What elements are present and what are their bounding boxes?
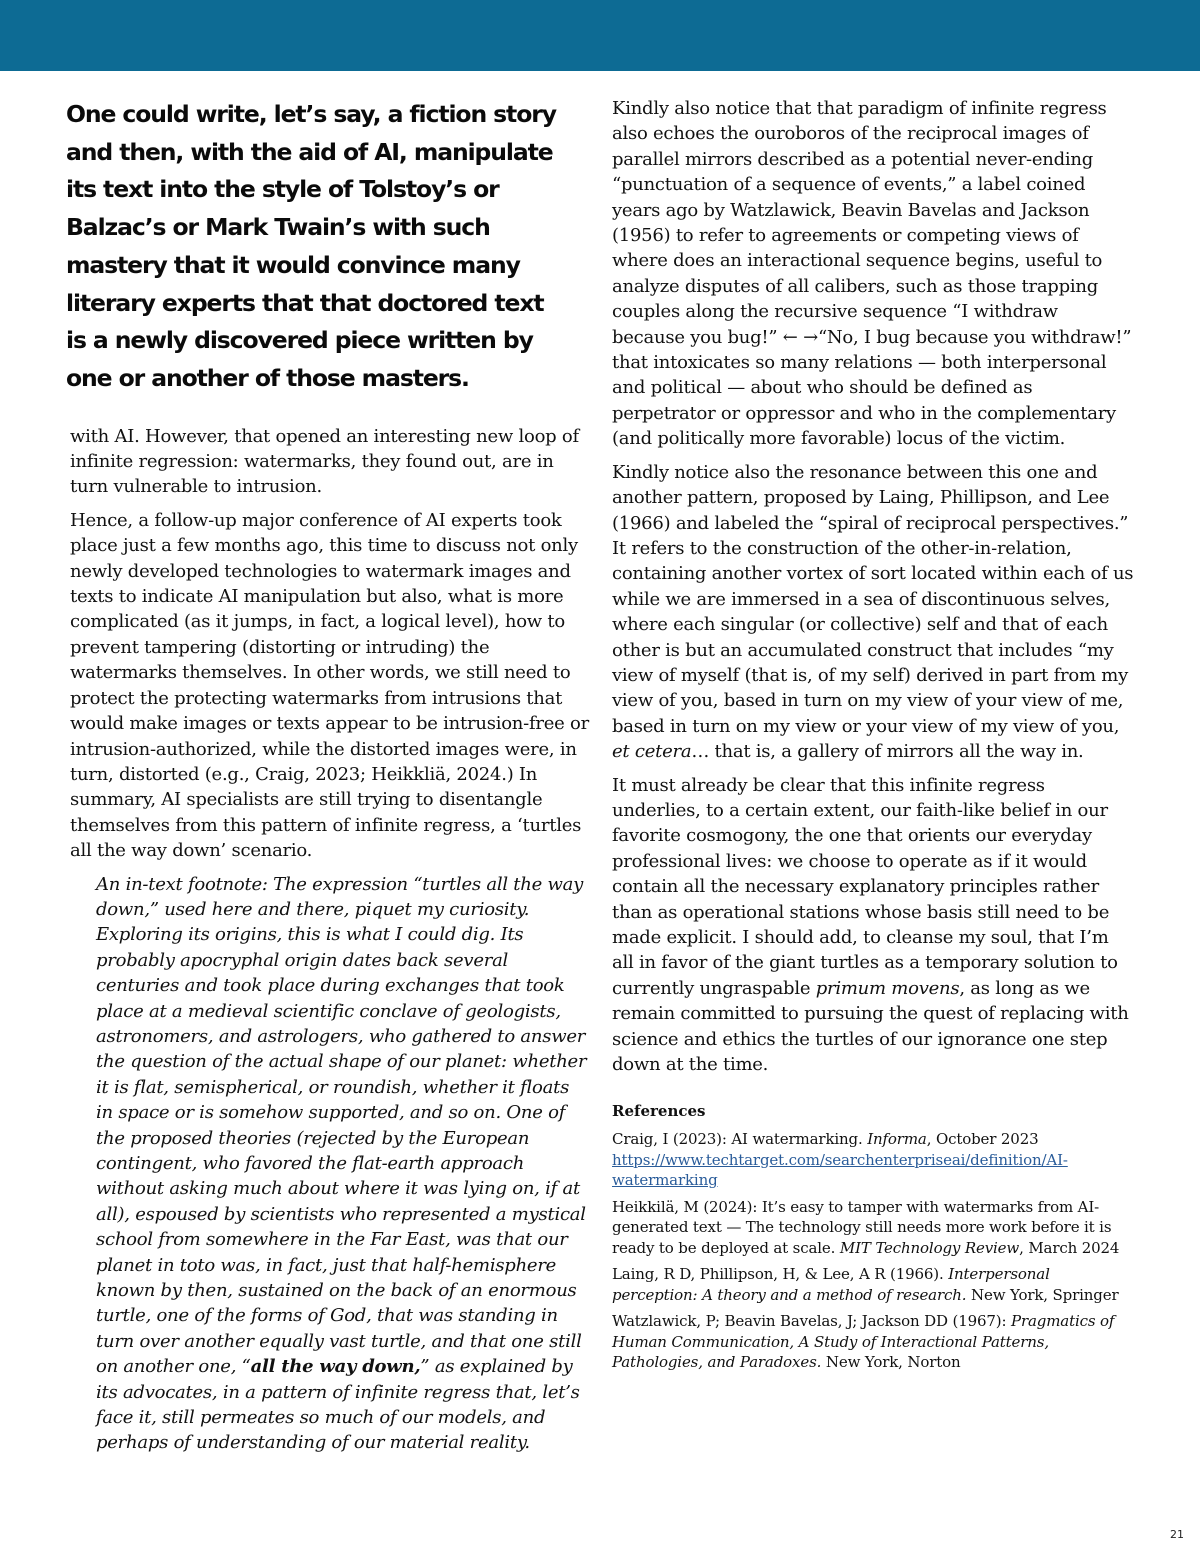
ref-laing-publisher: New York, Springer — [966, 1285, 1119, 1304]
right-paragraph-2-end: … that is, a gallery of mirrors all the way in. — [691, 741, 1084, 763]
in-text-footnote — [96, 872, 590, 1456]
ref-heikkila-source: MIT Technology Review — [839, 1238, 1020, 1257]
references-heading: References — [612, 1102, 706, 1121]
ref-watzlawick-publisher: New York, Norton — [821, 1353, 961, 1372]
ref-watzlawick-text: Watzlawick, P; Beavin Bavelas, J; Jackson DD (1967): — [612, 1312, 1012, 1331]
ref-laing-title: Interpersonal perception: A theory and a method of research. — [612, 1265, 1050, 1304]
reference-watzlawick — [612, 1311, 1134, 1373]
right-paragraph-2-text: Kindly notice also the resonance between this one and another pattern, proposed by Laing, Phillipson, and Lee (1966) and labeled the “spiral of reciprocal perspectives.” It refers to the construction of the other-in-relation, containing another vortex of sort located within each of us while we are immersed in a sea of discontinuous selves, where each singular (or collective) self and that of each other is but an accumulated construct that includes “my view of myself (that is, of my self) derived in part from my view of you, based in turn on my view of your view of me, based in turn on my view or your view of my view of you, — [612, 461, 1134, 737]
right-column — [612, 96, 1134, 1379]
reference-craig — [612, 1129, 1134, 1191]
pull-quote: One could write, let’s say, a fiction story and then, with the aid of AI, manipulate its text into the style of Tolstoy’s or Balzac’s or Mark Twain’s with such mastery that it would convince many literary experts that that doctored text is a newly discovered piece written by one or another of those masters. — [66, 100, 556, 392]
reference-laing — [612, 1264, 1134, 1305]
ref-craig-source: Informa — [867, 1130, 927, 1149]
ref-heikkila-text: Heikkilä, M (2024): It’s easy to tamper with watermarks from AI-generated text — The technology still needs more work before it is ready to be deployed at scale. — [612, 1197, 1112, 1257]
footnote-text-start: An in-text footnote: The expression “turtles all the way down,” used here and there, piquet my curiosity. Exploring its origins, this is what I could dig. Its probably apocryphal origin dates back several centuries and took place during exchanges that took place at a medieval scientific conclave of geologists, astronomers, and astrologers, who gathered to answer the question of the actual shape of our planet: whether it is flat, semispherical, or roundish, whether it floats in space or is somehow supported, and so on. One of the proposed theories (rejected by the European contingent, who favored the flat-earth approach without asking much about where it was lying on, if at all), espoused by scientists who represented a mystical school from somewhere in the Far East, was that our planet in toto was, in fact, just that half-hemisphere known by then, sustained on the back of an enormous turtle, one of the forms of God, that was standing in turn over another equally vast turtle, and that one still on another one, “ — [96, 873, 587, 1378]
right-paragraph-2 — [612, 460, 1134, 765]
footnote-text-end: ” as explained by its advocates, in a pattern of infinite regress that, let’s face it, still permeates so much of our models, and perhaps of understanding of our material reality. — [96, 1356, 580, 1454]
primum-movens-italic: primum movens — [815, 977, 960, 999]
header-color-bar — [0, 0, 1200, 71]
ref-laing-text: Laing, R D, Phillipson, H, & Lee, A R (1966). — [612, 1265, 949, 1284]
right-paragraph-3-text: It must already be clear that this infinite regress underlies, to a certain extent, our faith-like belief in our favorite cosmogony, the one that orients our everyday professional lives: we choose to operate as if it would contain all the necessary explanatory principles rather than as operational stations whose basis still need to be made explicit. I should add, to cleanse my soul, that I’m all in favor of the giant turtles as a temporary solution to currently ungraspable — [612, 774, 1118, 999]
right-paragraph-3 — [612, 773, 1134, 1078]
ref-craig-date: , October 2023 — [926, 1130, 1039, 1149]
ref-heikkila-date: , March 2024 — [1019, 1238, 1120, 1257]
page-number: 21 — [1170, 1528, 1184, 1541]
left-column — [66, 96, 590, 1456]
ref-craig-text: Craig, I (2023): AI watermarking. — [612, 1130, 868, 1149]
right-paragraph-3-end: , as long as we remain committed to pursuing the quest of replacing with science and ethics the turtles of our ignorance one step down at the time. — [612, 977, 1129, 1076]
ref-craig-link[interactable]: https://www.techtarget.com/searchenterpriseai/definition/AI-watermarking — [612, 1150, 1068, 1190]
reference-heikkila — [612, 1197, 1134, 1259]
et-cetera-italic: et cetera — [612, 741, 692, 763]
ref-watzlawick-title: Pragmatics of Human Communication, A Study of Interactional Patterns, Pathologies, and Paradoxes. — [612, 1312, 1115, 1372]
right-paragraph-1: Kindly also notice that that paradigm of infinite regress also echoes the ouroboros of the reciprocal images of parallel mirrors described as a potential never-ending “punctuation of a sequence of events,” a label coined years ago by Watzlawick, Beavin Bavelas and Jackson (1956) to refer to agreements or competing views of where does an interactional sequence begins, useful to analyze disputes of all calibers, such as those trapping couples along the recursive sequence “I withdraw because you bug!” ← →“No, I bug because you withdraw!” that intoxicates so many relations — both interpersonal and political — about who should be defined as perpetrator or oppressor and who in the complementary (and politically more favorable) locus of the victim. — [612, 98, 1132, 450]
left-paragraph-2: Hence, a follow-up major conference of AI experts took place just a few months ago, this time to discuss not only newly developed technologies to watermark images and texts to indicate AI manipulation but also, what is more complicated (as it jumps, in fact, a logical level), how to prevent tampering (distorting or intruding) the watermarks themselves. In other words, we still need to protect the protecting watermarks from intrusions that would make images or texts appear to be intrusion-free or intrusion-authorized, while the distorted images were, in turn, distorted (e.g., Craig, 2023; Heikkliä, 2024.) In summary, AI specialists are still trying to disentangle themselves from this pattern of infinite regress, a ‘turtles all the way down’ scenario. — [70, 509, 589, 862]
left-paragraph-1: with AI. However, that opened an interesting new loop of infinite regression: watermarks, they found out, are in turn vulnerable to intrusion. — [70, 425, 579, 498]
footnote-emphasis: all the way down, — [250, 1356, 421, 1378]
